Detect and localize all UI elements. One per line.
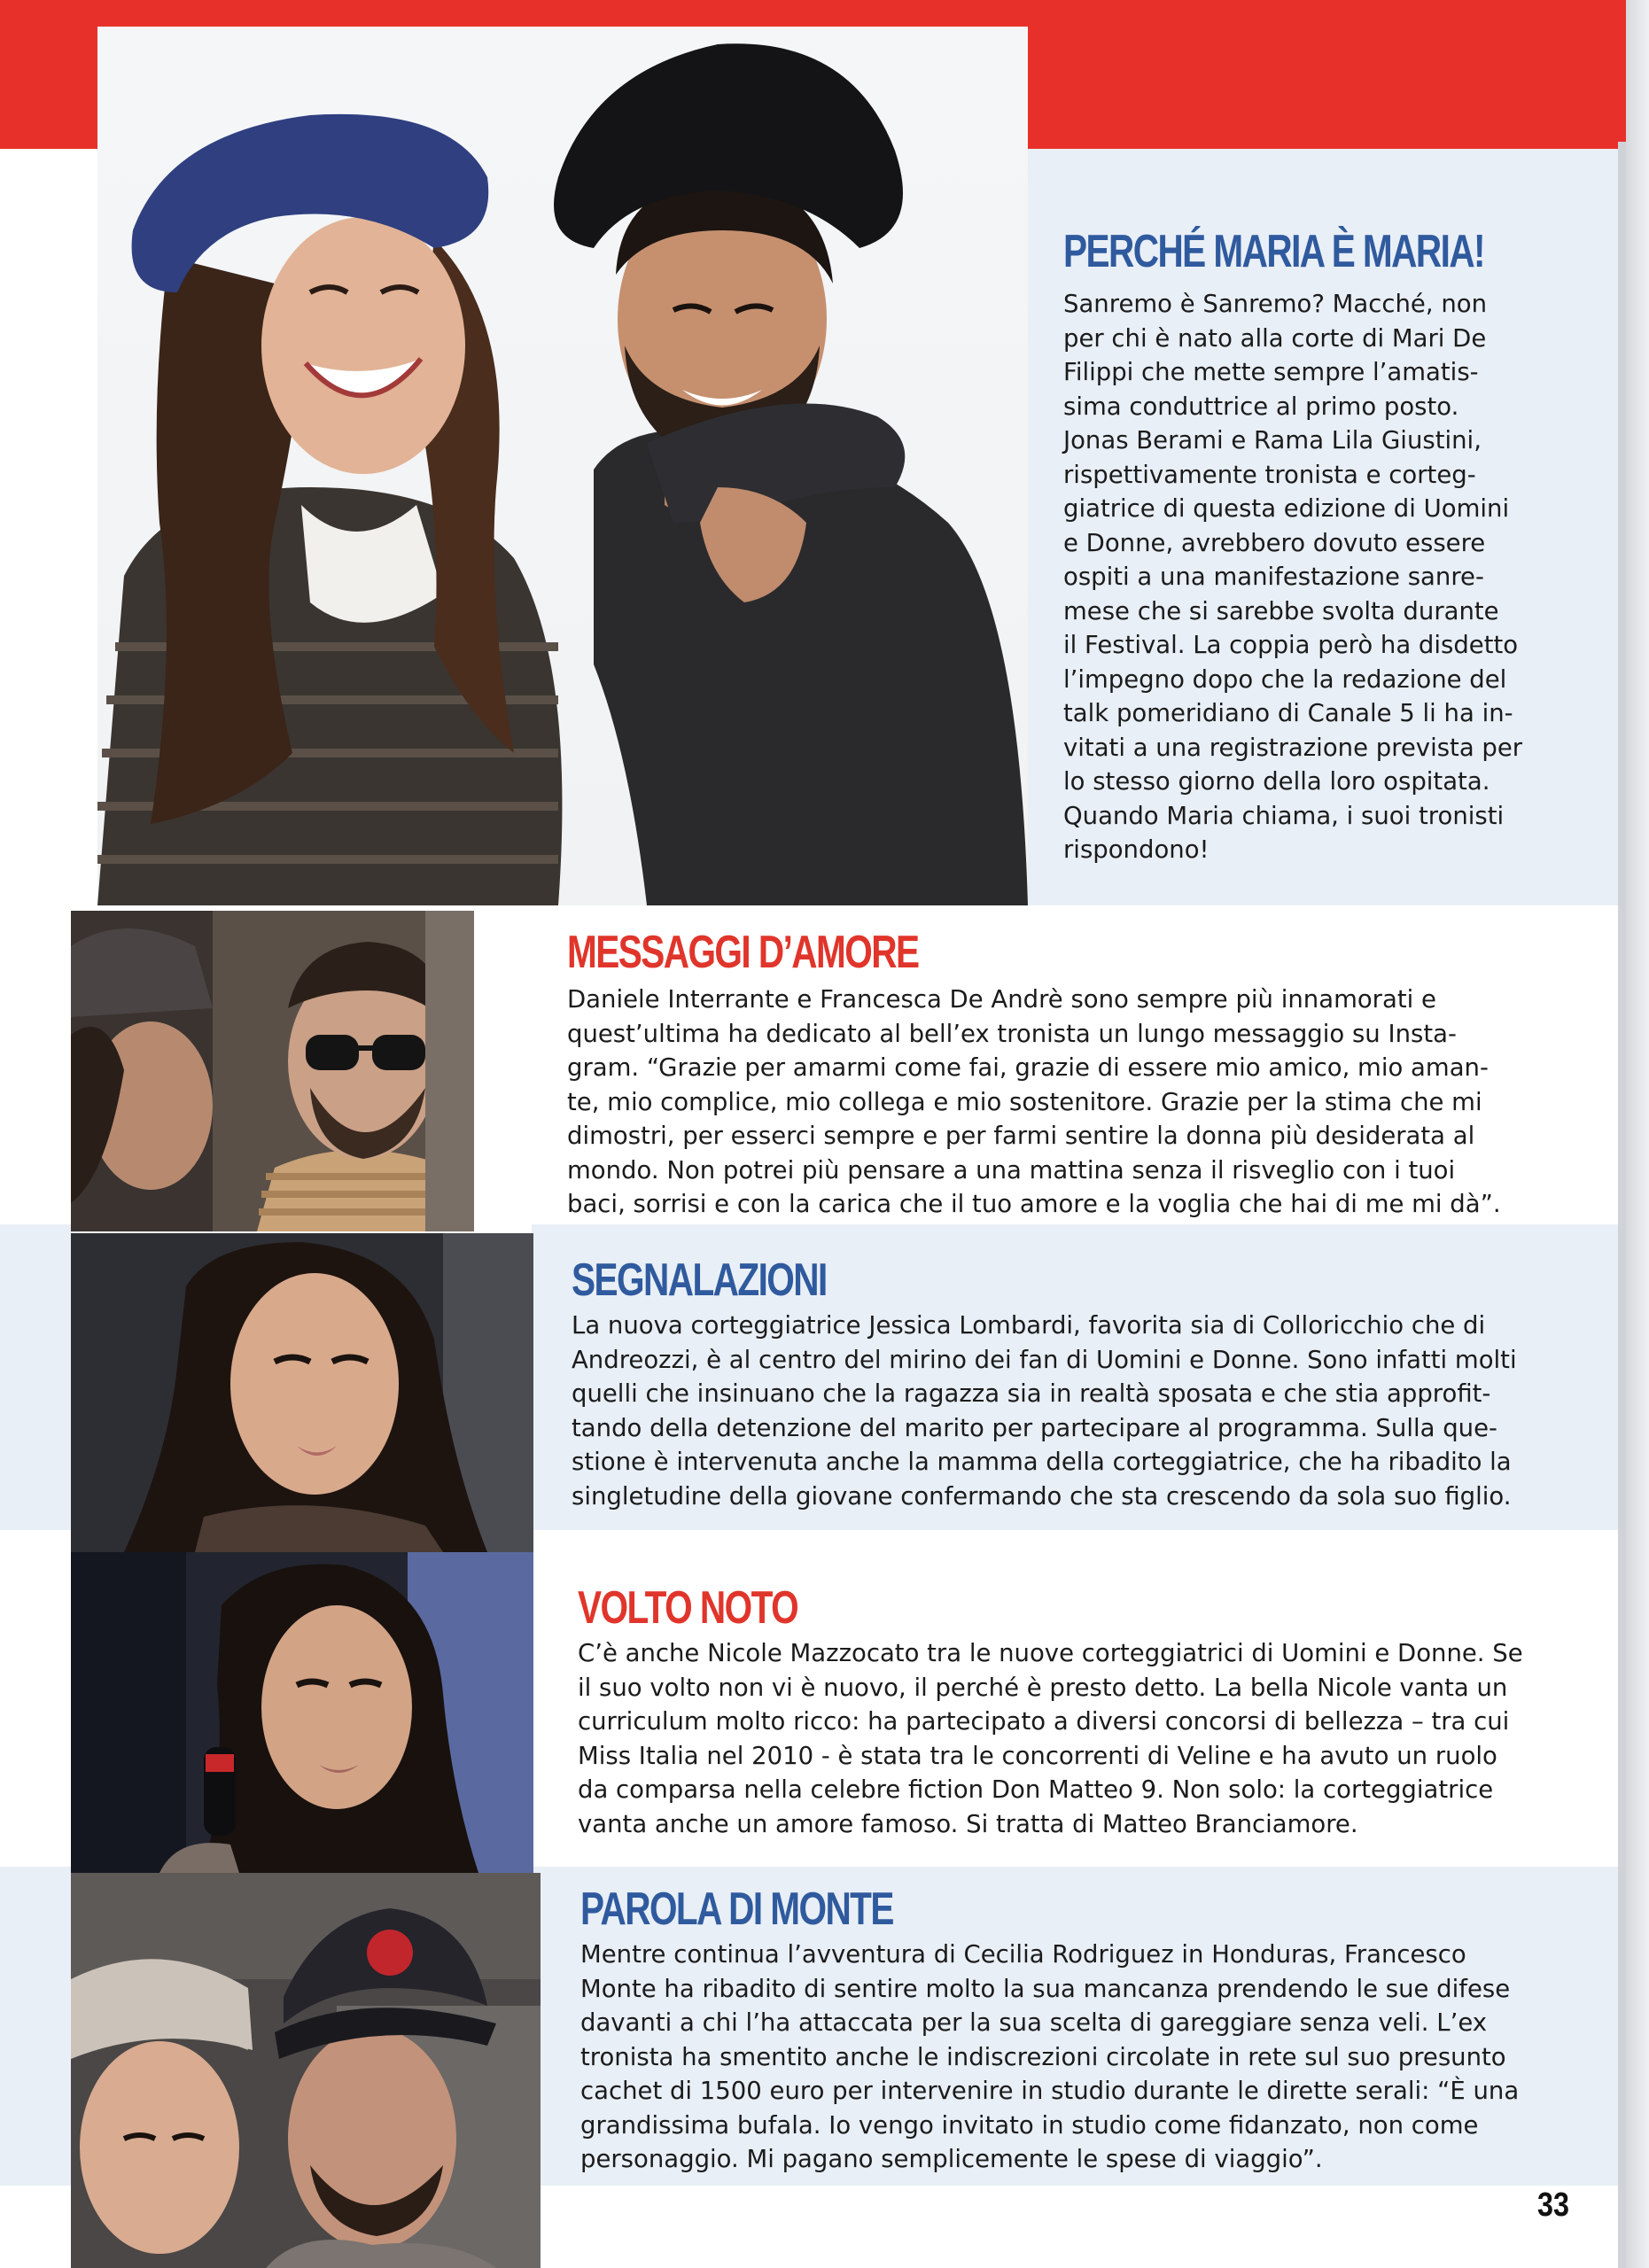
text-line: rispondono!: [1063, 835, 1210, 864]
text-line: personaggio. Mi pagano semplicemente le spese di viaggio”.: [580, 2145, 1323, 2173]
text-line: ospiti a una manifestazione sanre-: [1063, 563, 1484, 591]
text-line: Andreozzi, è al centro del mirino dei fan di Uomini e Donne. Sono infatti molti: [572, 1345, 1517, 1374]
text-line: lo stesso giorno della loro ospitata.: [1063, 767, 1490, 796]
text-line: davanti a chi l’ha attaccata per la sua scelta di gareggiare senza veli. L’ex: [580, 2008, 1488, 2037]
text-line: Quando Maria chiama, i suoi tronisti: [1063, 801, 1505, 830]
photo-volto-noto: [71, 1552, 533, 1873]
article-segnalazioni: [572, 1254, 1617, 1513]
photo-messaggi: [71, 911, 474, 1231]
text-line: il suo volto non vi è nuovo, il perché è presto detto. La bella Nicole vanta un: [578, 1673, 1508, 1702]
text-line: mondo. Non potrei più pensare a una mattina senza il risveglio con i tuoi: [567, 1155, 1456, 1184]
article-body: [578, 1636, 1623, 1841]
text-line: vitati a una registrazione prevista per: [1063, 733, 1523, 762]
text-line: e Donne, avrebbero dovuto essere: [1063, 528, 1486, 557]
article-parola-di-monte: [580, 1883, 1626, 2177]
text-line: Jonas Berami e Rama Lila Giustini,: [1063, 426, 1482, 454]
text-line: rispettivamente tronista e corteg-: [1063, 460, 1476, 489]
text-line: te, mio complice, mio collega e mio sostenitore. Grazie per la stima che mi: [567, 1087, 1482, 1116]
text-line: Miss Italia nel 2010 - è stata tra le concorrenti di Veline e ha avuto un ruolo: [578, 1741, 1497, 1770]
text-line: l’impegno dopo che la redazione del: [1063, 664, 1507, 694]
main-article-body: [1063, 287, 1613, 867]
text-line: tronista ha smentito anche le indiscrezioni circolate in rete sul suo presunto: [580, 2042, 1506, 2071]
article-heading: SEGNALAZIONI: [572, 1254, 827, 1306]
text-line: Daniele Interrante e Francesca De Andrè sono sempre più innamorati e: [567, 985, 1436, 1014]
text-line: giatrice di questa edizione di Uomini: [1063, 494, 1510, 523]
text-line: da comparsa nella celebre fiction Don Matteo 9. Non solo: la corteggiatrice: [578, 1775, 1494, 1804]
photo-parola-di-monte: [71, 1873, 541, 2268]
article-heading: VOLTO NOTO: [578, 1582, 798, 1634]
text-line: quelli che insinuano che la ragazza sia in realtà sposata e che stia approfit-: [572, 1379, 1491, 1408]
article-body: [572, 1309, 1617, 1513]
article-messaggi-d-amore: [567, 926, 1613, 1222]
text-line: Mentre continua l’avventura di Cecilia Rodriguez in Honduras, Francesco: [580, 1940, 1466, 1969]
text-line: cachet di 1500 euro per intervenire in studio durante le dirette serali: “È una: [580, 2077, 1520, 2105]
text-line: grandissima bufala. Io vengo invitato in studio come fidanzato, non come: [580, 2110, 1479, 2140]
text-line: dimostri, per esserci sempre e per farmi sentire la donna più desiderata al: [567, 1122, 1475, 1150]
page-number: 33: [1537, 2186, 1569, 2224]
text-line: il Festival. La coppia però ha disdetto: [1063, 631, 1519, 659]
article-heading: PAROLA DI MONTE: [580, 1884, 893, 1935]
text-line: Monte ha ribadito di sentire molto la sua mancanza prendendo le sue difese: [580, 1974, 1511, 2003]
main-article: [1063, 225, 1613, 867]
couple-photo: [97, 27, 1028, 905]
text-line: baci, sorrisi e con la carica che il tuo amore e la voglia che hai di me mi dà”.: [567, 1190, 1501, 1218]
text-line: talk pomeridiano di Canale 5 li ha in-: [1063, 699, 1513, 727]
photo-segnalazioni: [71, 1233, 533, 1552]
text-line: singletudine della giovane confermando che sta crescendo da sola suo figlio.: [572, 1481, 1512, 1511]
text-line: C’è anche Nicole Mazzocato tra le nuove corteggiatrici di Uomini e Donne. Se: [578, 1639, 1523, 1667]
article-heading: MESSAGGI D’AMORE: [567, 927, 919, 978]
text-line: gram. “Grazie per amarmi come fai, grazie di essere mio amico, mio aman-: [567, 1053, 1489, 1082]
text-line: quest’ultima ha dedicato al bell’ex tronista un lungo messaggio su Insta-: [567, 1019, 1457, 1048]
side-background: [0, 1867, 80, 2186]
article-volto-noto: [578, 1581, 1623, 1841]
main-article-heading: PERCHÉ MARIA È MARIA!: [1063, 226, 1484, 277]
text-line: per chi è nato alla corte di Mari De: [1063, 323, 1487, 353]
text-line: vanta anche un amore famoso. Si tratta di Matteo Branciamore.: [578, 1809, 1358, 1838]
text-line: mese che si sarebbe svolta durante: [1063, 596, 1499, 625]
text-line: Sanremo è Sanremo? Macché, non: [1063, 290, 1488, 318]
text-line: La nuova corteggiatrice Jessica Lombardi, favorita sia di Colloricchio che di: [572, 1311, 1486, 1340]
text-line: tando della detenzione del marito per partecipare al programma. Sulla que-: [572, 1413, 1497, 1442]
text-line: Filippi che mette sempre l’amatis-: [1063, 358, 1479, 386]
page-edge: [1626, 0, 1649, 2268]
text-line: stione è intervenuta anche la mamma della corteggiatrice, che ha ribadito la: [572, 1448, 1512, 1476]
text-line: sima conduttrice al primo posto.: [1063, 392, 1459, 421]
article-body: [567, 983, 1613, 1222]
text-line: curriculum molto ricco: ha partecipato a diversi concorsi di bellezza – tra cui: [578, 1707, 1510, 1736]
side-background: [0, 1224, 80, 1530]
article-body: [580, 1938, 1626, 2177]
